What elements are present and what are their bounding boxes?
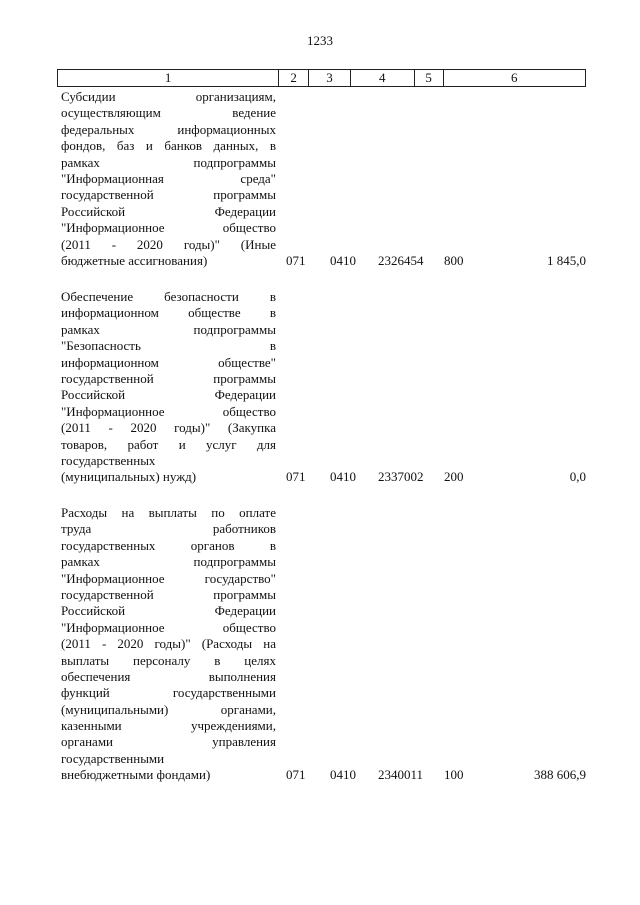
target-code: 2340011 [378,767,424,782]
table-row [57,89,586,279]
table-header [57,69,586,87]
page-number: 1233 [307,33,333,48]
ministry-code: 071 [286,253,306,268]
expense-type-code: 800 [444,253,464,268]
description-line: органами управления [61,734,276,750]
description-line: Российской Федерации [61,387,276,403]
description-line: (2011 - 2020 годы)" (Закупка [61,420,276,436]
expense-type-code: 200 [444,469,464,484]
description-line: фондов, баз и банков данных, в [61,138,276,154]
description-line: информационном обществе" [61,354,276,370]
description-line: (2011 - 2020 годы)" (Расходы на [61,636,276,652]
description-line: казенными учреждениями, [61,718,276,734]
description-line: государственной программы [61,187,276,203]
row-description [61,505,276,784]
description-line: обеспечения выполнения [61,668,276,684]
table-row [57,289,586,494]
ministry-code: 071 [286,767,306,782]
description-line: государственных [61,452,156,468]
table-row [57,505,586,800]
description-line: государственной программы [61,370,276,386]
header-col-4: 4 [350,70,414,86]
description-line: "Информационное общество [61,220,276,236]
description-line: государственной программы [61,586,276,602]
header-col-1: 1 [164,70,172,85]
description-line: осуществляющим ведение [61,105,276,121]
amount: 0,0 [569,469,586,484]
header-col-3: 3 [308,70,350,86]
description-line: "Информационное государство" [61,570,276,586]
target-code: 2326454 [378,253,424,268]
row-description [61,289,276,486]
amount: 388 606,9 [534,767,586,782]
amount: 1 845,0 [547,253,586,268]
description-line: (2011 - 2020 годы)" (Иные [61,236,276,252]
description-line: государственных органов в [61,537,276,553]
ministry-code: 071 [286,469,306,484]
description-line: Обеспечение безопасности в [61,289,276,304]
description-line: (муниципальными) органами, [61,701,276,717]
target-code: 2337002 [378,469,424,484]
description-line: выплаты персоналу в целях [61,652,276,668]
description-line: государственными [61,750,165,766]
description-line: федеральных информационных [61,121,276,137]
section-code: 0410 [330,767,356,782]
section-code: 0410 [330,253,356,268]
description-line: бюджетные ассигнования) [61,252,208,268]
section-code: 0410 [330,469,356,484]
description-line: Российской Федерации [61,603,276,619]
description-line: Расходы на выплаты по оплате [61,505,276,520]
description-line: внебюджетными фондами) [61,767,211,783]
header-col-5: 5 [414,70,443,86]
row-description [61,89,276,269]
description-line: рамках подпрограммы [61,154,276,170]
header-col-6: 6 [443,70,585,86]
header-col-2: 2 [278,70,308,86]
description-line: функций государственными [61,685,276,701]
description-line: товаров, работ и услуг для [61,436,276,452]
description-line: Субсидии организациям, [61,89,276,104]
description-line: "Информационная среда" [61,170,276,186]
description-line: (муниципальных) нужд) [61,469,197,485]
description-line: "Информационное общество [61,619,276,635]
description-line: "Информационное общество [61,403,276,419]
description-line: информационном обществе в [61,305,276,321]
description-line: Российской Федерации [61,203,276,219]
description-line: "Безопасность в [61,338,276,354]
expense-type-code: 100 [444,767,464,782]
description-line: труда работников [61,521,276,537]
description-line: рамках подпрограммы [61,321,276,337]
description-line: рамках подпрограммы [61,554,276,570]
